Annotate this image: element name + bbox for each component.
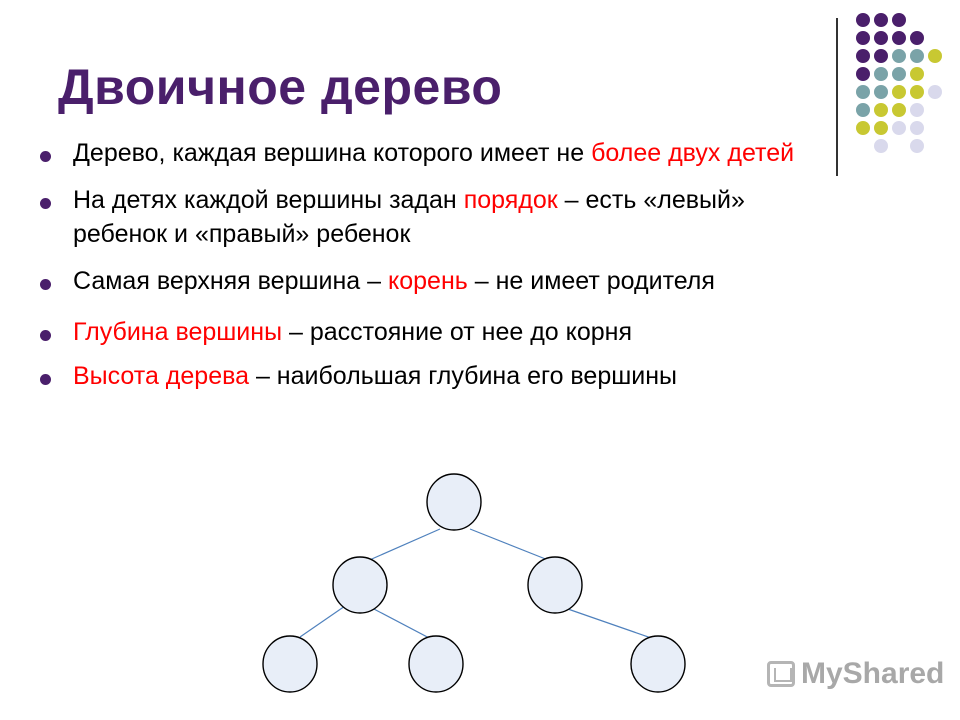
tree-edge [300, 606, 345, 637]
tree-edge [365, 529, 440, 562]
bullet-highlight: более двух детей [591, 139, 795, 167]
tree-edge [372, 608, 433, 640]
tree-node-root [427, 474, 481, 530]
bullet-highlight: корень [388, 267, 468, 295]
bullet-text: – есть «левый» ребенок и «правый» ребенок [73, 186, 745, 248]
watermark-logo [767, 656, 944, 692]
tree-node-left-left [263, 636, 317, 692]
tree-node-right [528, 557, 582, 613]
tree-node-right-right [631, 636, 685, 692]
bullet-text: – наибольшая глубина его вершины [249, 362, 678, 390]
watermark-text: MyShared [801, 657, 945, 690]
bullet-text: Дерево, каждая вершина которого имеет не [73, 139, 592, 167]
bullet-text: – расстояние от нее до корня [282, 318, 632, 346]
bullet-highlight: Глубина вершины [73, 318, 283, 346]
logo-icon [767, 661, 795, 687]
tree-node-left [333, 557, 387, 613]
tree-node-left-right [409, 636, 463, 692]
bullet-highlight: порядок [463, 186, 558, 214]
bullet-text: На детях каждой вершины задан [73, 186, 464, 214]
bullet-highlight: Высота дерева [73, 362, 250, 390]
tree-edge [565, 608, 657, 640]
bullet-text: – не имеет родителя [467, 267, 715, 295]
tree-edge [470, 529, 548, 560]
slide-title: Двоичное дерево [58, 59, 503, 115]
bullet-text: Самая верхняя вершина – [73, 267, 389, 295]
